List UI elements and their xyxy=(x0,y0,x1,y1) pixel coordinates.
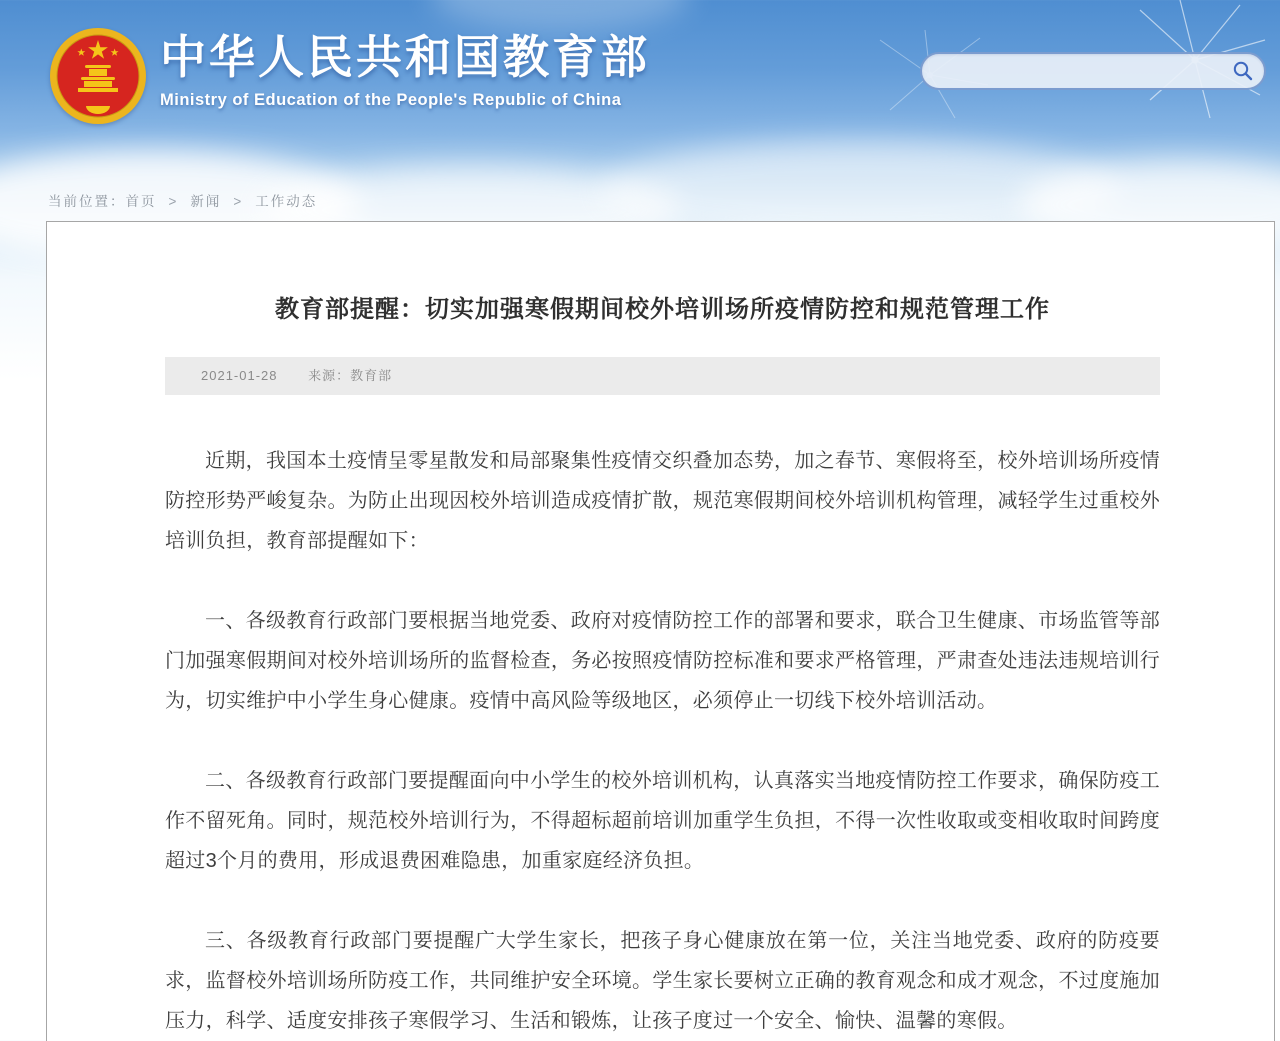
china-national-emblem-icon xyxy=(48,26,148,126)
site-title: 中华人民共和国教育部 xyxy=(160,31,650,83)
site-header xyxy=(0,0,1280,221)
site-title-block xyxy=(160,26,650,110)
breadcrumb-label: 当前位置： xyxy=(48,194,126,209)
search-bar xyxy=(920,52,1266,90)
article-title: 教育部提醒：切实加强寒假期间校外培训场所疫情防控和规范管理工作 xyxy=(275,296,1050,323)
article-body xyxy=(165,441,1160,1041)
article-date: 2021-01-28 xyxy=(201,368,278,384)
search-button[interactable] xyxy=(1226,54,1260,88)
site-subtitle: Ministry of Education of the People's Republic of China xyxy=(160,90,622,109)
breadcrumb-item-news[interactable]: 新闻 xyxy=(190,194,222,209)
article-source-label: 来源： xyxy=(308,368,351,384)
article-paragraph: 一、各级教育行政部门要根据当地党委、政府对疫情防控工作的部署和要求，联合卫生健康、市场监管等部门加强寒假期间对校外培训场所的监督检查，务必按照疫情防控标准和要求严格管理，严肃查处违法违规培训行为，切实维护中小学生身心健康。疫情中高风险等级地区，必须停止一切线下校外培训活动。 xyxy=(165,610,1160,713)
article-meta-bar xyxy=(165,357,1160,395)
article-paragraph: 三、各级教育行政部门要提醒广大学生家长，把孩子身心健康放在第一位，关注当地党委、政府的防疫要求，监督校外培训场所防疫工作，共同维护安全环境。学生家长要树立正确的教育观念和成才观念，不过度施加压力，科学、适度安排孩子寒假学习、生活和锻炼，让孩子度过一个安全、愉快、温馨的寒假。 xyxy=(165,930,1160,1033)
breadcrumb-separator: > xyxy=(233,194,244,209)
site-logo-link[interactable] xyxy=(48,26,650,126)
article-paragraph: 近期，我国本土疫情呈零星散发和局部聚集性疫情交织叠加态势，加之春节、寒假将至，校外培训场所疫情防控形势严峻复杂。为防止出现因校外培训造成疫情扩散，规范寒假期间校外培训机构管理，减轻学生过重校外培训负担，教育部提醒如下： xyxy=(165,450,1160,553)
article-content xyxy=(47,222,1274,1041)
article-source: 教育部 xyxy=(350,368,393,384)
article-panel xyxy=(46,221,1275,1041)
search-input[interactable] xyxy=(922,56,1226,86)
breadcrumb xyxy=(48,190,317,210)
breadcrumb-item-home[interactable]: 首页 xyxy=(125,194,157,209)
breadcrumb-separator: > xyxy=(168,194,179,209)
search-icon xyxy=(1232,60,1254,82)
breadcrumb-item-work-trends[interactable]: 工作动态 xyxy=(255,194,318,209)
article-paragraph: 二、各级教育行政部门要提醒面向中小学生的校外培训机构，认真落实当地疫情防控工作要求，确保防疫工作不留死角。同时，规范校外培训行为，不得超标超前培训加重学生负担，不得一次性收取或变相收取时间跨度超过3个月的费用，形成退费困难隐患，加重家庭经济负担。 xyxy=(165,770,1160,873)
